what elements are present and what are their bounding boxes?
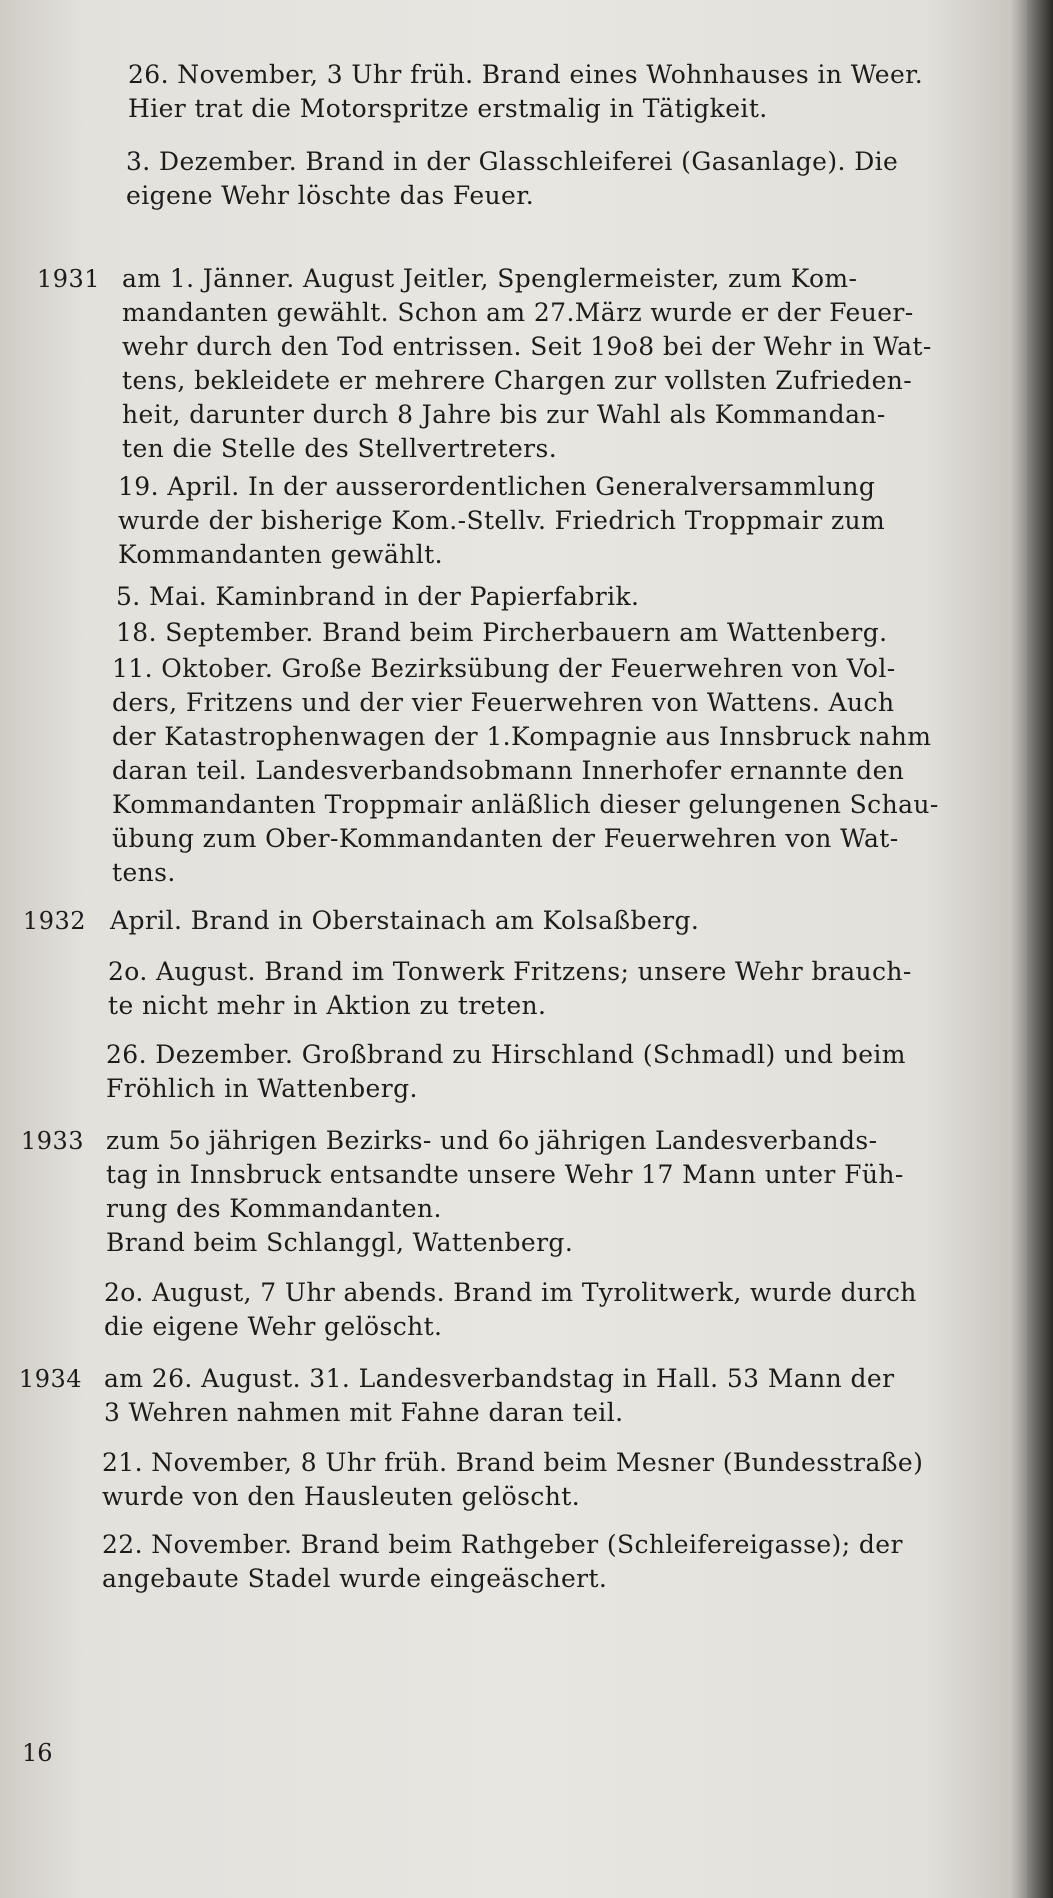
entry-text: 19. April. In der ausserordentlichen Generalversammlung wurde der bisherige Kom.-Stellv. Friedrich Troppmair zum Kommandanten gewählt. bbox=[118, 472, 886, 569]
page-number: 16 bbox=[22, 1739, 53, 1767]
entry-text: 22. November. Brand beim Rathgeber (Schleifereigasse); der angebaute Stadel wurde eingeäschert. bbox=[102, 1530, 903, 1593]
entry-text: 26. Dezember. Großbrand zu Hirschland (Schmadl) und beim Fröhlich in Wattenberg. bbox=[106, 1040, 906, 1103]
entry-text: 21. November, 8 Uhr früh. Brand beim Mesner (Bundesstraße) wurde von den Hausleuten gelöscht. bbox=[102, 1448, 924, 1511]
entry-text: 5. Mai. Kaminbrand in der Papierfabrik. bbox=[116, 582, 640, 611]
entry-text: zum 5o jährigen Bezirks- und 6o jährigen Landesverbands- tag in Innsbruck entsandte unsere Wehr 17 Mann unter Füh- rung des Kommandanten. bbox=[106, 1126, 904, 1223]
entry-year: 1933 bbox=[20, 1127, 84, 1155]
entry-text: 18. September. Brand beim Pircherbauern am Wattenberg. bbox=[116, 618, 888, 647]
entry-text: am 1. Jänner. August Jeitler, Spenglermeister, zum Kom- mandanten gewählt. Schon am 27.März wurde er der Feuer- wehr durch den Tod entrissen. Seit 19o8 bei der Wehr in Wat- tens, bekleidete er mehrere Chargen zur vollsten Zufrieden- heit, darunter durch 8 Jahre bis zur Wahl als Kommandan- ten die Stelle des Stellvertreters. bbox=[122, 264, 932, 463]
entry-year: 1932 bbox=[22, 907, 86, 935]
entry-text: 11. Oktober. Große Bezirksübung der Feuerwehren von Vol- ders, Fritzens und der vier Feuerwehren von Wattens. Auch der Katastrophenwagen der 1.Kompagnie aus Innsbruck nahm daran teil. Landesverbandsobmann Innerhofer ernannte den Kommandanten Troppmair anläßlich dieser gelungenen Schau- übung zum Ober-Kommandanten der Feuerwehren von Wat- tens. bbox=[112, 654, 939, 887]
page-edge-shadow bbox=[1027, 0, 1053, 1898]
entry-text: 2o. August, 7 Uhr abends. Brand im Tyrolitwerk, wurde durch die eigene Wehr gelöscht. bbox=[104, 1278, 917, 1341]
entry-text: am 26. August. 31. Landesverbandstag in Hall. 53 Mann der 3 Wehren nahmen mit Fahne daran teil. bbox=[104, 1364, 895, 1427]
entry-text: Brand beim Schlanggl, Wattenberg. bbox=[106, 1228, 574, 1257]
entry-year: 1931 bbox=[36, 265, 100, 293]
entry-text: April. Brand in Oberstainach am Kolsaßberg. bbox=[110, 906, 700, 935]
entry-text: 2o. August. Brand im Tonwerk Fritzens; unsere Wehr brauch- te nicht mehr in Aktion zu treten. bbox=[108, 957, 912, 1020]
entry-year: 1934 bbox=[18, 1365, 82, 1393]
entry-text: 26. November, 3 Uhr früh. Brand eines Wohnhauses in Weer. Hier trat die Motorspritze erstmalig in Tätigkeit. bbox=[128, 60, 924, 123]
entry-text: 3. Dezember. Brand in der Glasschleiferei (Gasanlage). Die eigene Wehr löschte das Feuer. bbox=[126, 147, 899, 210]
